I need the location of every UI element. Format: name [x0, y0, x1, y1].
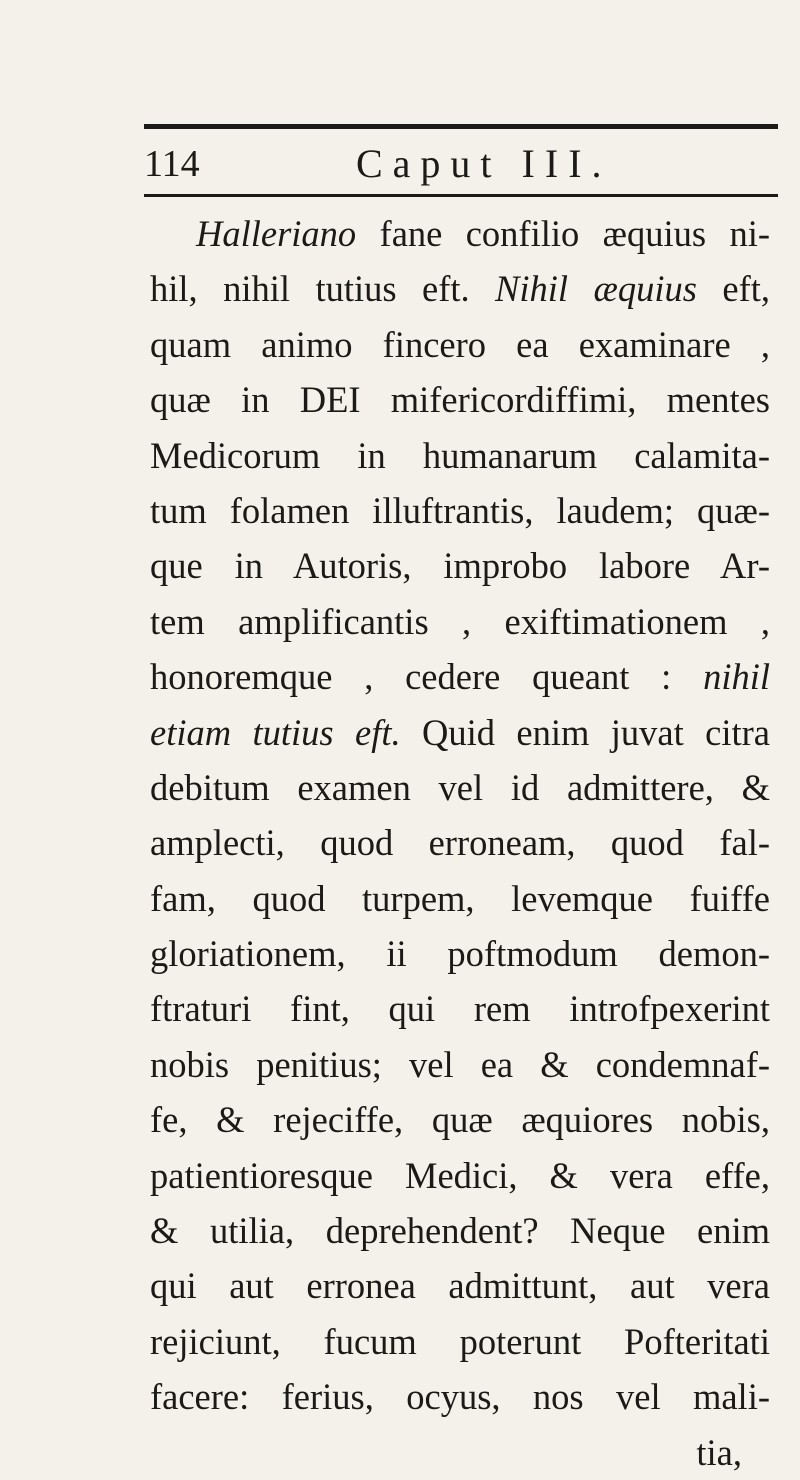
text-line	[150, 871, 770, 926]
text-line	[150, 206, 770, 261]
header-rule	[144, 194, 778, 197]
text-line	[150, 705, 770, 760]
text-segment: fane confilio æquius ni-	[356, 213, 770, 254]
running-head: Caput III.	[356, 141, 612, 186]
text-segment: fe, & rejeciffe, quæ æquiores nobis,	[150, 1099, 770, 1141]
body-text	[150, 206, 770, 1480]
text-line	[150, 483, 770, 538]
text-segment: nobis penitius; vel ea & condemnaf-	[150, 1043, 770, 1085]
text-segment: nihil	[703, 656, 770, 698]
text-segment: gloriationem, ii poftmodum demon-	[150, 933, 770, 975]
page-number: 114	[144, 143, 200, 185]
text-line	[150, 261, 770, 316]
text-line	[150, 760, 770, 815]
text-segment: qui aut erronea admittunt, aut vera	[150, 1265, 770, 1307]
top-rule	[144, 124, 778, 129]
text-segment: Nihil æquius	[495, 268, 697, 310]
text-line	[150, 1203, 770, 1258]
text-segment: eft,	[696, 268, 770, 310]
text-segment: honoremque , cedere queant :	[150, 656, 704, 698]
text-line	[150, 1369, 770, 1424]
text-line	[150, 428, 770, 483]
text-line	[150, 594, 770, 649]
text-segment: Quid enim juvat citra	[400, 711, 770, 753]
text-segment: Medicorum in humanarum calamita-	[150, 434, 770, 476]
text-segment: rejiciunt, fucum poterunt Pofteritati	[150, 1320, 770, 1362]
text-segment: quæ in DEI mifericordiffimi, mentes	[150, 379, 770, 421]
text-segment: que in Autoris, improbo labore Ar-	[150, 545, 770, 587]
text-segment: ftraturi fint, qui rem introfpexerint	[150, 988, 770, 1030]
text-segment: hil, nihil tutius eft.	[150, 268, 496, 310]
text-segment: tem amplificantis , exiftimationem ,	[150, 600, 770, 642]
text-segment: facere: ferius, ocyus, nos vel mali-	[150, 1376, 770, 1418]
text-segment: tum folamen illuftrantis, laudem; quæ-	[150, 489, 770, 531]
text-segment: & utilia, deprehendent? Neque enim	[150, 1210, 770, 1252]
text-segment: quam animo fincero ea examinare ,	[150, 323, 770, 365]
text-line	[150, 815, 770, 870]
text-line	[150, 1425, 770, 1480]
text-line	[150, 538, 770, 593]
text-line	[150, 981, 770, 1036]
text-line	[150, 649, 770, 704]
text-line	[150, 1314, 770, 1369]
text-line	[150, 1037, 770, 1092]
text-segment: fam, quod turpem, levemque fuiffe	[150, 877, 770, 919]
text-segment: debitum examen vel id admittere, &	[150, 766, 770, 808]
text-line	[150, 1092, 770, 1147]
text-line	[150, 926, 770, 981]
text-segment: patientioresque Medici, & vera effe,	[150, 1154, 770, 1196]
text-segment: amplecti, quod erroneam, quod fal-	[150, 822, 770, 864]
text-segment: etiam tutius eft.	[150, 711, 401, 753]
text-line	[150, 372, 770, 427]
text-segment: Halleriano	[196, 213, 357, 254]
page-header	[144, 142, 784, 186]
text-line	[150, 1148, 770, 1203]
text-line	[150, 317, 770, 372]
text-line	[150, 1258, 770, 1313]
text-segment: tia,	[696, 1431, 742, 1473]
